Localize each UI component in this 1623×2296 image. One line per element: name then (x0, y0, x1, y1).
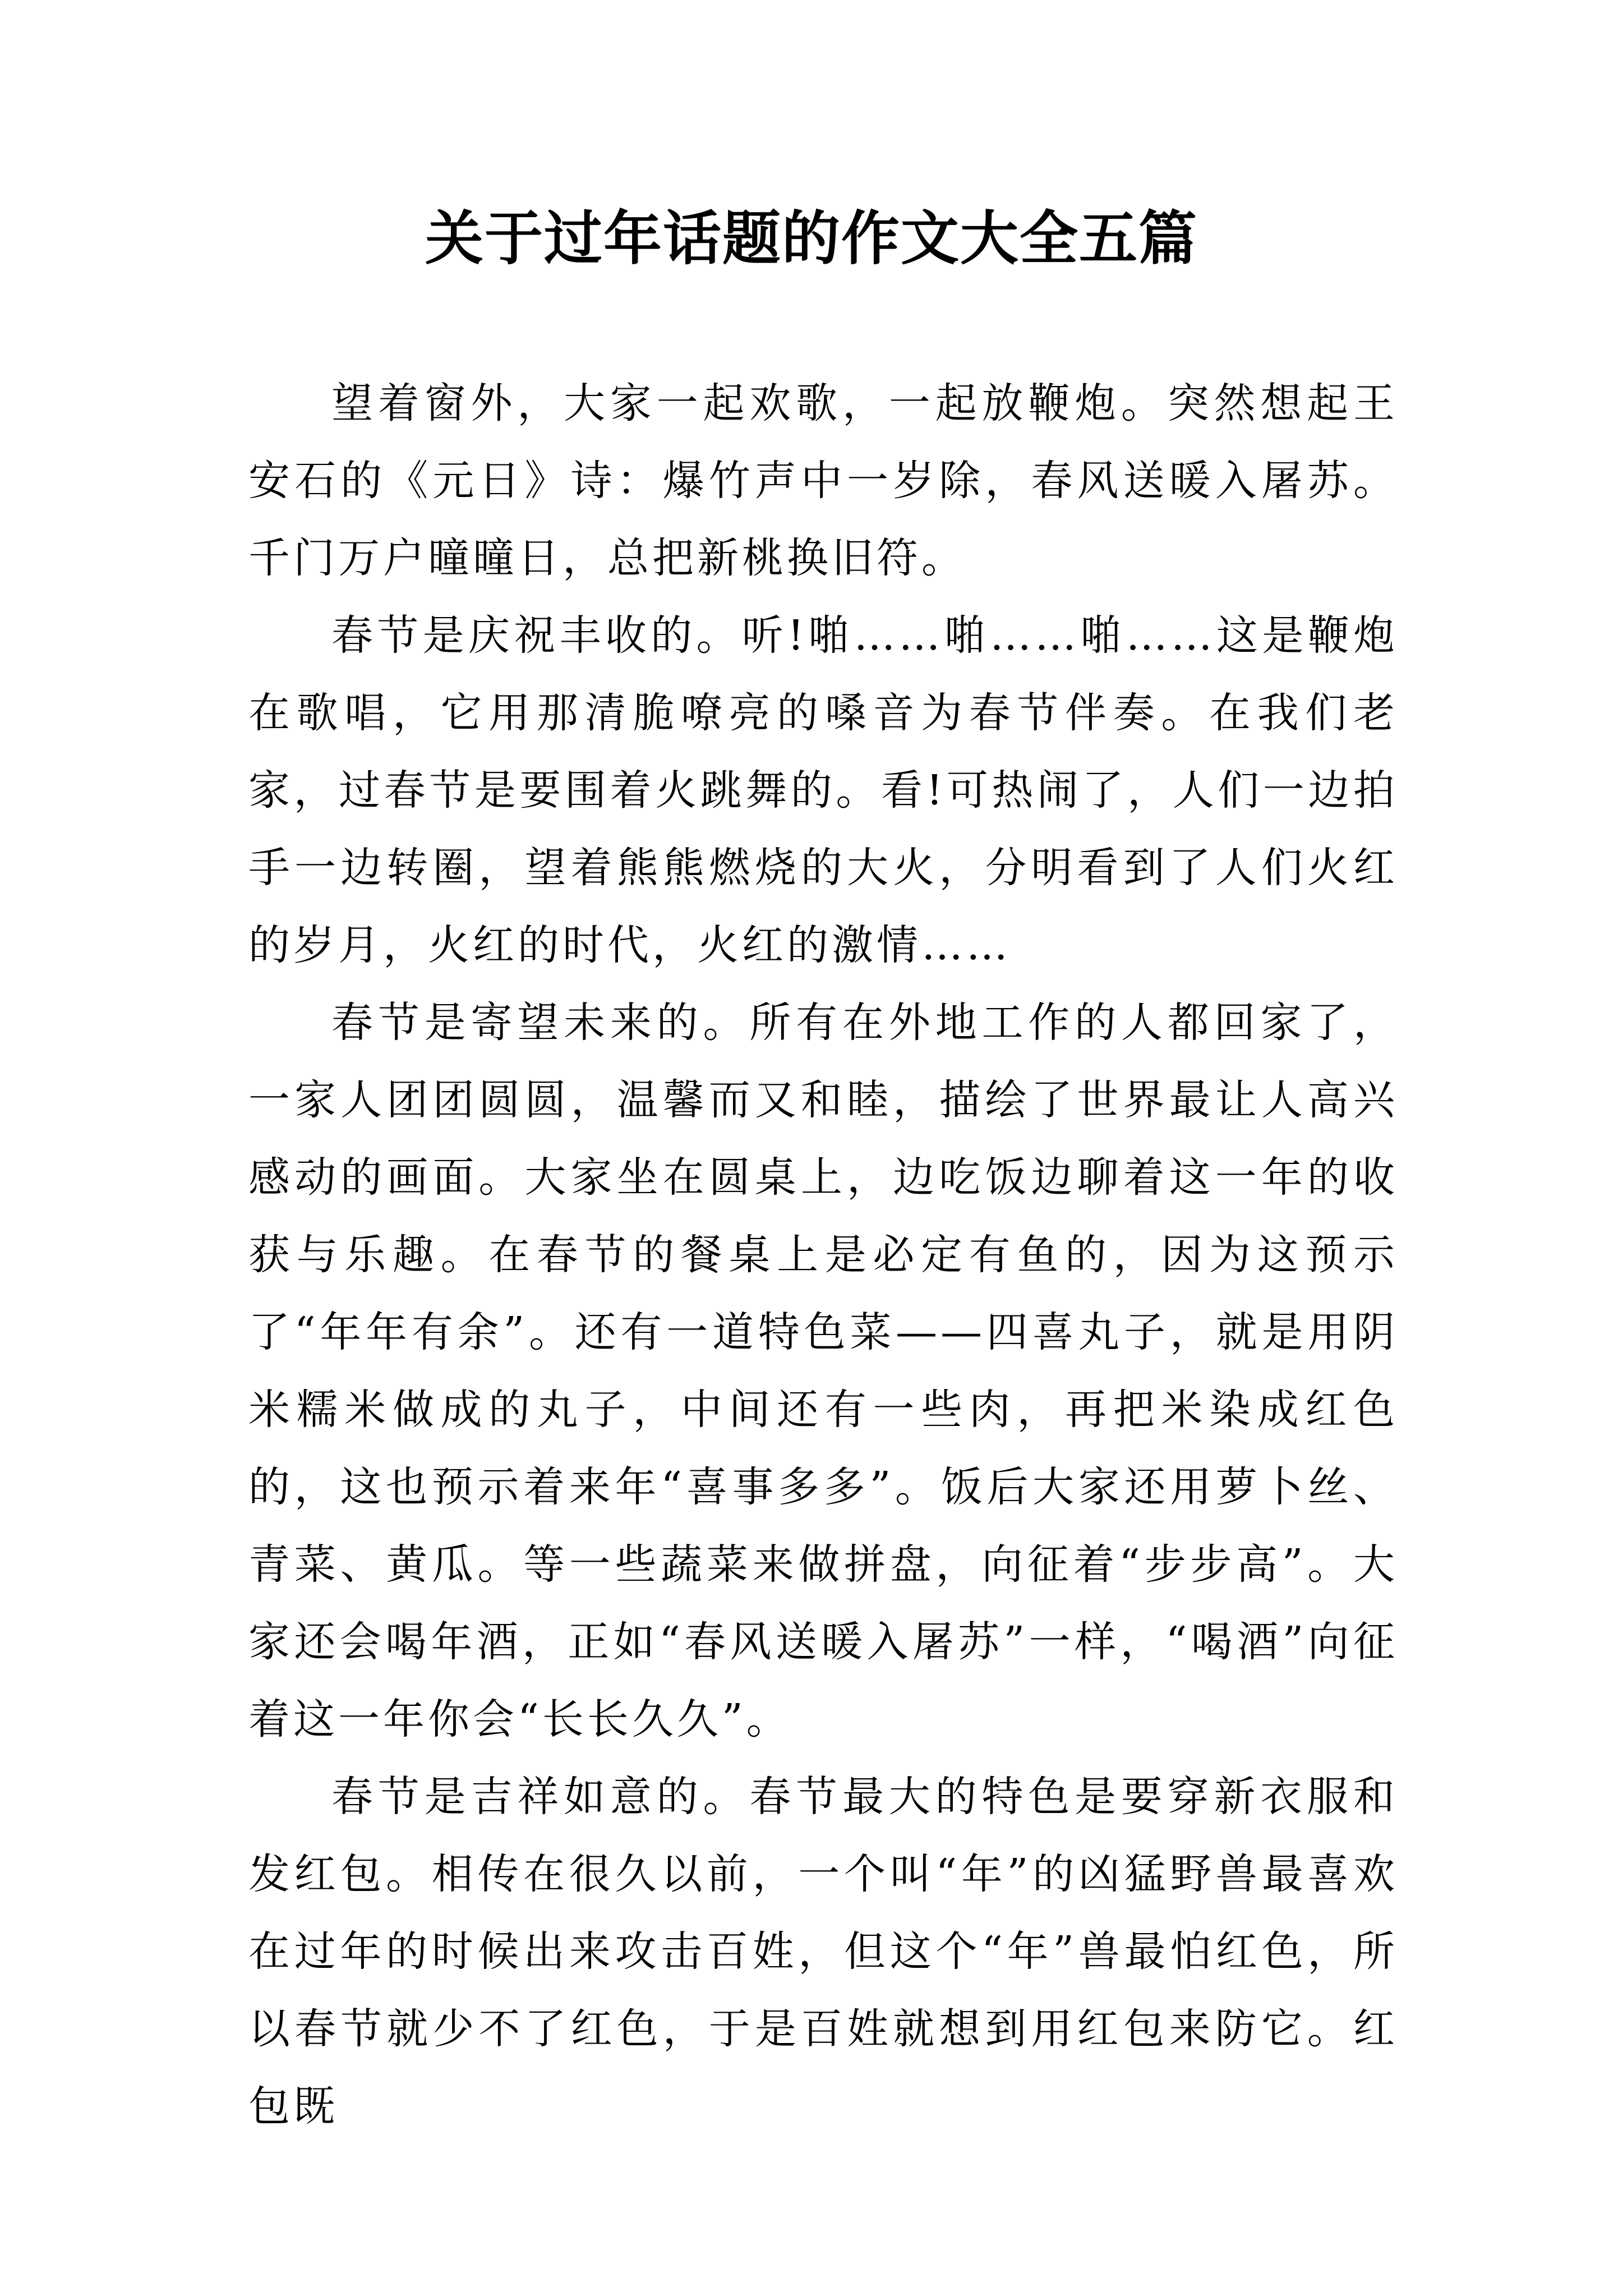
document-title: 关于过年话题的作文大全五篇 (425, 204, 1198, 273)
document-body (248, 365, 1398, 2145)
paragraph-4: 春节是吉祥如意的。春节最大的特色是要穿新衣服和发红包。相传在很久以前，一个叫“年”的凶猛野兽最喜欢在过年的时候出来攻击百姓，但这个“年”兽最怕红色，所以春节就少不了红色，于是百姓就想到用红包来防它。红包既 (248, 1773, 1398, 2131)
paragraph-2: 春节是庆祝丰收的。听!啪……啪……啪……这是鞭炮在歌唱，它用那清脆嘹亮的嗓音为春节伴奏。在我们老家，过春节是要围着火跳舞的。看!可热闹了，人们一边拍手一边转圈，望着熊熊燃烧的大火，分明看到了人们火红的岁月，火红的时代，火红的激情…… (248, 611, 1398, 969)
paragraph-1: 望着窗外，大家一起欢歌，一起放鞭炮。突然想起王安石的《元日》诗：爆竹声中一岁除，春风送暖入屠苏。千门万户曈曈日，总把新桃换旧符。 (248, 379, 1398, 582)
paragraph-3: 春节是寄望未来的。所有在外地工作的人都回家了，一家人团团圆圆，温馨而又和睦，描绘了世界最让人高兴感动的画面。大家坐在圆桌上，边吃饭边聊着这一年的收获与乐趣。在春节的餐桌上是必定有鱼的，因为这预示了“年年有余”。还有一道特色菜——四喜丸子，就是用阴米糯米做成的丸子，中间还有一些肉，再把米染成红色的，这也预示着来年“喜事多多”。饭后大家还用萝卜丝、青菜、黄瓜。等一些蔬菜来做拼盘，向征着“步步高”。大家还会喝年酒，正如“春风送暖入屠苏”一样，“喝酒”向征着这一年你会“长长久久”。 (248, 999, 1398, 1743)
